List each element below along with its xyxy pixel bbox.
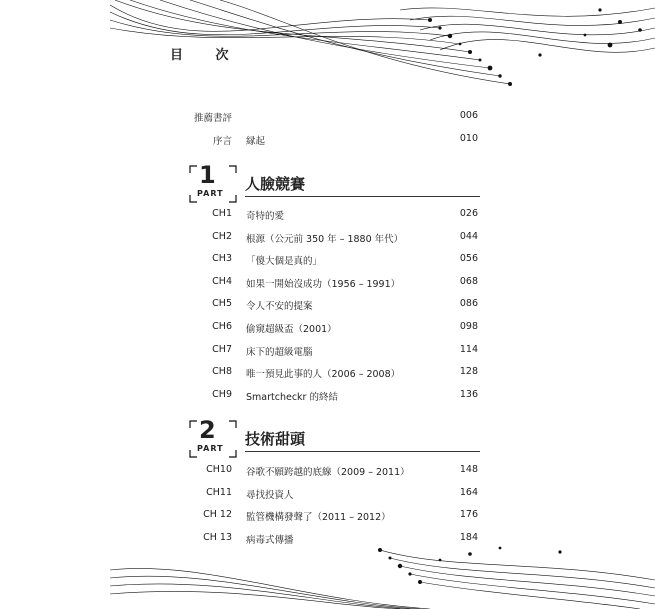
chapter-title: 尋找投資人 xyxy=(246,490,294,501)
chapter-row xyxy=(0,298,655,316)
front-page: 010 xyxy=(459,133,478,144)
chapter-title: 奇特的愛 xyxy=(246,211,285,222)
chapter-number: CH6 xyxy=(212,321,232,332)
part-header xyxy=(189,416,489,460)
chapter-page: 026 xyxy=(459,208,478,219)
chapter-title: 谷歌不願跨越的底線（2009 – 2011） xyxy=(246,467,410,478)
chapter-row xyxy=(0,344,655,362)
chapter-page: 098 xyxy=(459,321,478,332)
chapter-title: 令人不安的提案 xyxy=(246,301,313,312)
chapter-row xyxy=(0,464,655,482)
part-number: 2 xyxy=(199,416,216,444)
part-word: PART xyxy=(197,189,224,198)
chapter-row xyxy=(0,389,655,407)
chapter-page: 164 xyxy=(459,487,478,498)
chapter-title: 監管機構發聲了（2011 – 2012） xyxy=(246,512,391,523)
chapter-title: 病毒式傳播 xyxy=(246,535,294,546)
chapter-row xyxy=(0,321,655,339)
chapter-number: CH3 xyxy=(212,253,232,264)
bottom-decoration-lines xyxy=(0,540,655,609)
front-label: 推薦書評 xyxy=(193,113,232,124)
front-row xyxy=(0,133,655,151)
chapter-row xyxy=(0,509,655,527)
chapter-page: 114 xyxy=(459,344,478,355)
chapter-page: 136 xyxy=(459,389,478,400)
chapter-page: 068 xyxy=(459,276,478,287)
top-decoration-lines xyxy=(0,0,655,95)
front-page: 006 xyxy=(459,110,478,121)
chapter-number: CH 12 xyxy=(203,509,232,520)
chapter-title: 根源（公元前 350 年 – 1880 年代） xyxy=(246,234,404,245)
chapter-page: 184 xyxy=(459,532,478,543)
part-name: 人臉競賽 xyxy=(245,175,306,193)
part-rule xyxy=(245,196,480,197)
part-word: PART xyxy=(197,444,224,453)
front-row xyxy=(0,110,655,128)
part-number: 1 xyxy=(199,161,216,189)
chapter-row xyxy=(0,487,655,505)
chapter-row xyxy=(0,231,655,249)
part-header xyxy=(189,161,489,205)
page-title: 目 次 xyxy=(170,48,243,63)
chapter-number: CH 13 xyxy=(203,532,232,543)
chapter-page: 128 xyxy=(459,366,478,377)
part-rule xyxy=(245,451,480,452)
front-title: 縁起 xyxy=(246,136,266,147)
chapter-number: CH4 xyxy=(212,276,232,287)
chapter-row xyxy=(0,366,655,384)
chapter-number: CH10 xyxy=(206,464,232,475)
chapter-number: CH8 xyxy=(212,366,232,377)
chapter-row xyxy=(0,276,655,294)
chapter-title: Smartcheckr 的終結 xyxy=(246,392,338,403)
chapter-number: CH2 xyxy=(212,231,232,242)
chapter-number: CH5 xyxy=(212,298,232,309)
chapter-page: 044 xyxy=(459,231,478,242)
chapter-number: CH7 xyxy=(212,344,232,355)
chapter-title: 唯一預見此事的人（2006 – 2008） xyxy=(246,369,401,380)
chapter-number: CH9 xyxy=(212,389,232,400)
chapter-page: 056 xyxy=(459,253,478,264)
chapter-number: CH1 xyxy=(212,208,232,219)
chapter-title: 「傻大個是真的」 xyxy=(246,256,323,267)
chapter-page: 086 xyxy=(459,298,478,309)
part-name: 技術甜頭 xyxy=(245,430,306,448)
front-label: 序言 xyxy=(212,136,232,147)
chapter-page: 176 xyxy=(459,509,478,520)
chapter-row xyxy=(0,253,655,271)
chapter-page: 148 xyxy=(459,464,478,475)
chapter-title: 如果一開始沒成功（1956 – 1991） xyxy=(246,279,401,290)
chapter-title: 床下的超級電腦 xyxy=(246,347,313,358)
chapter-title: 偷窺超級盃（2001） xyxy=(246,324,337,335)
chapter-number: CH11 xyxy=(206,487,232,498)
chapter-row xyxy=(0,208,655,226)
